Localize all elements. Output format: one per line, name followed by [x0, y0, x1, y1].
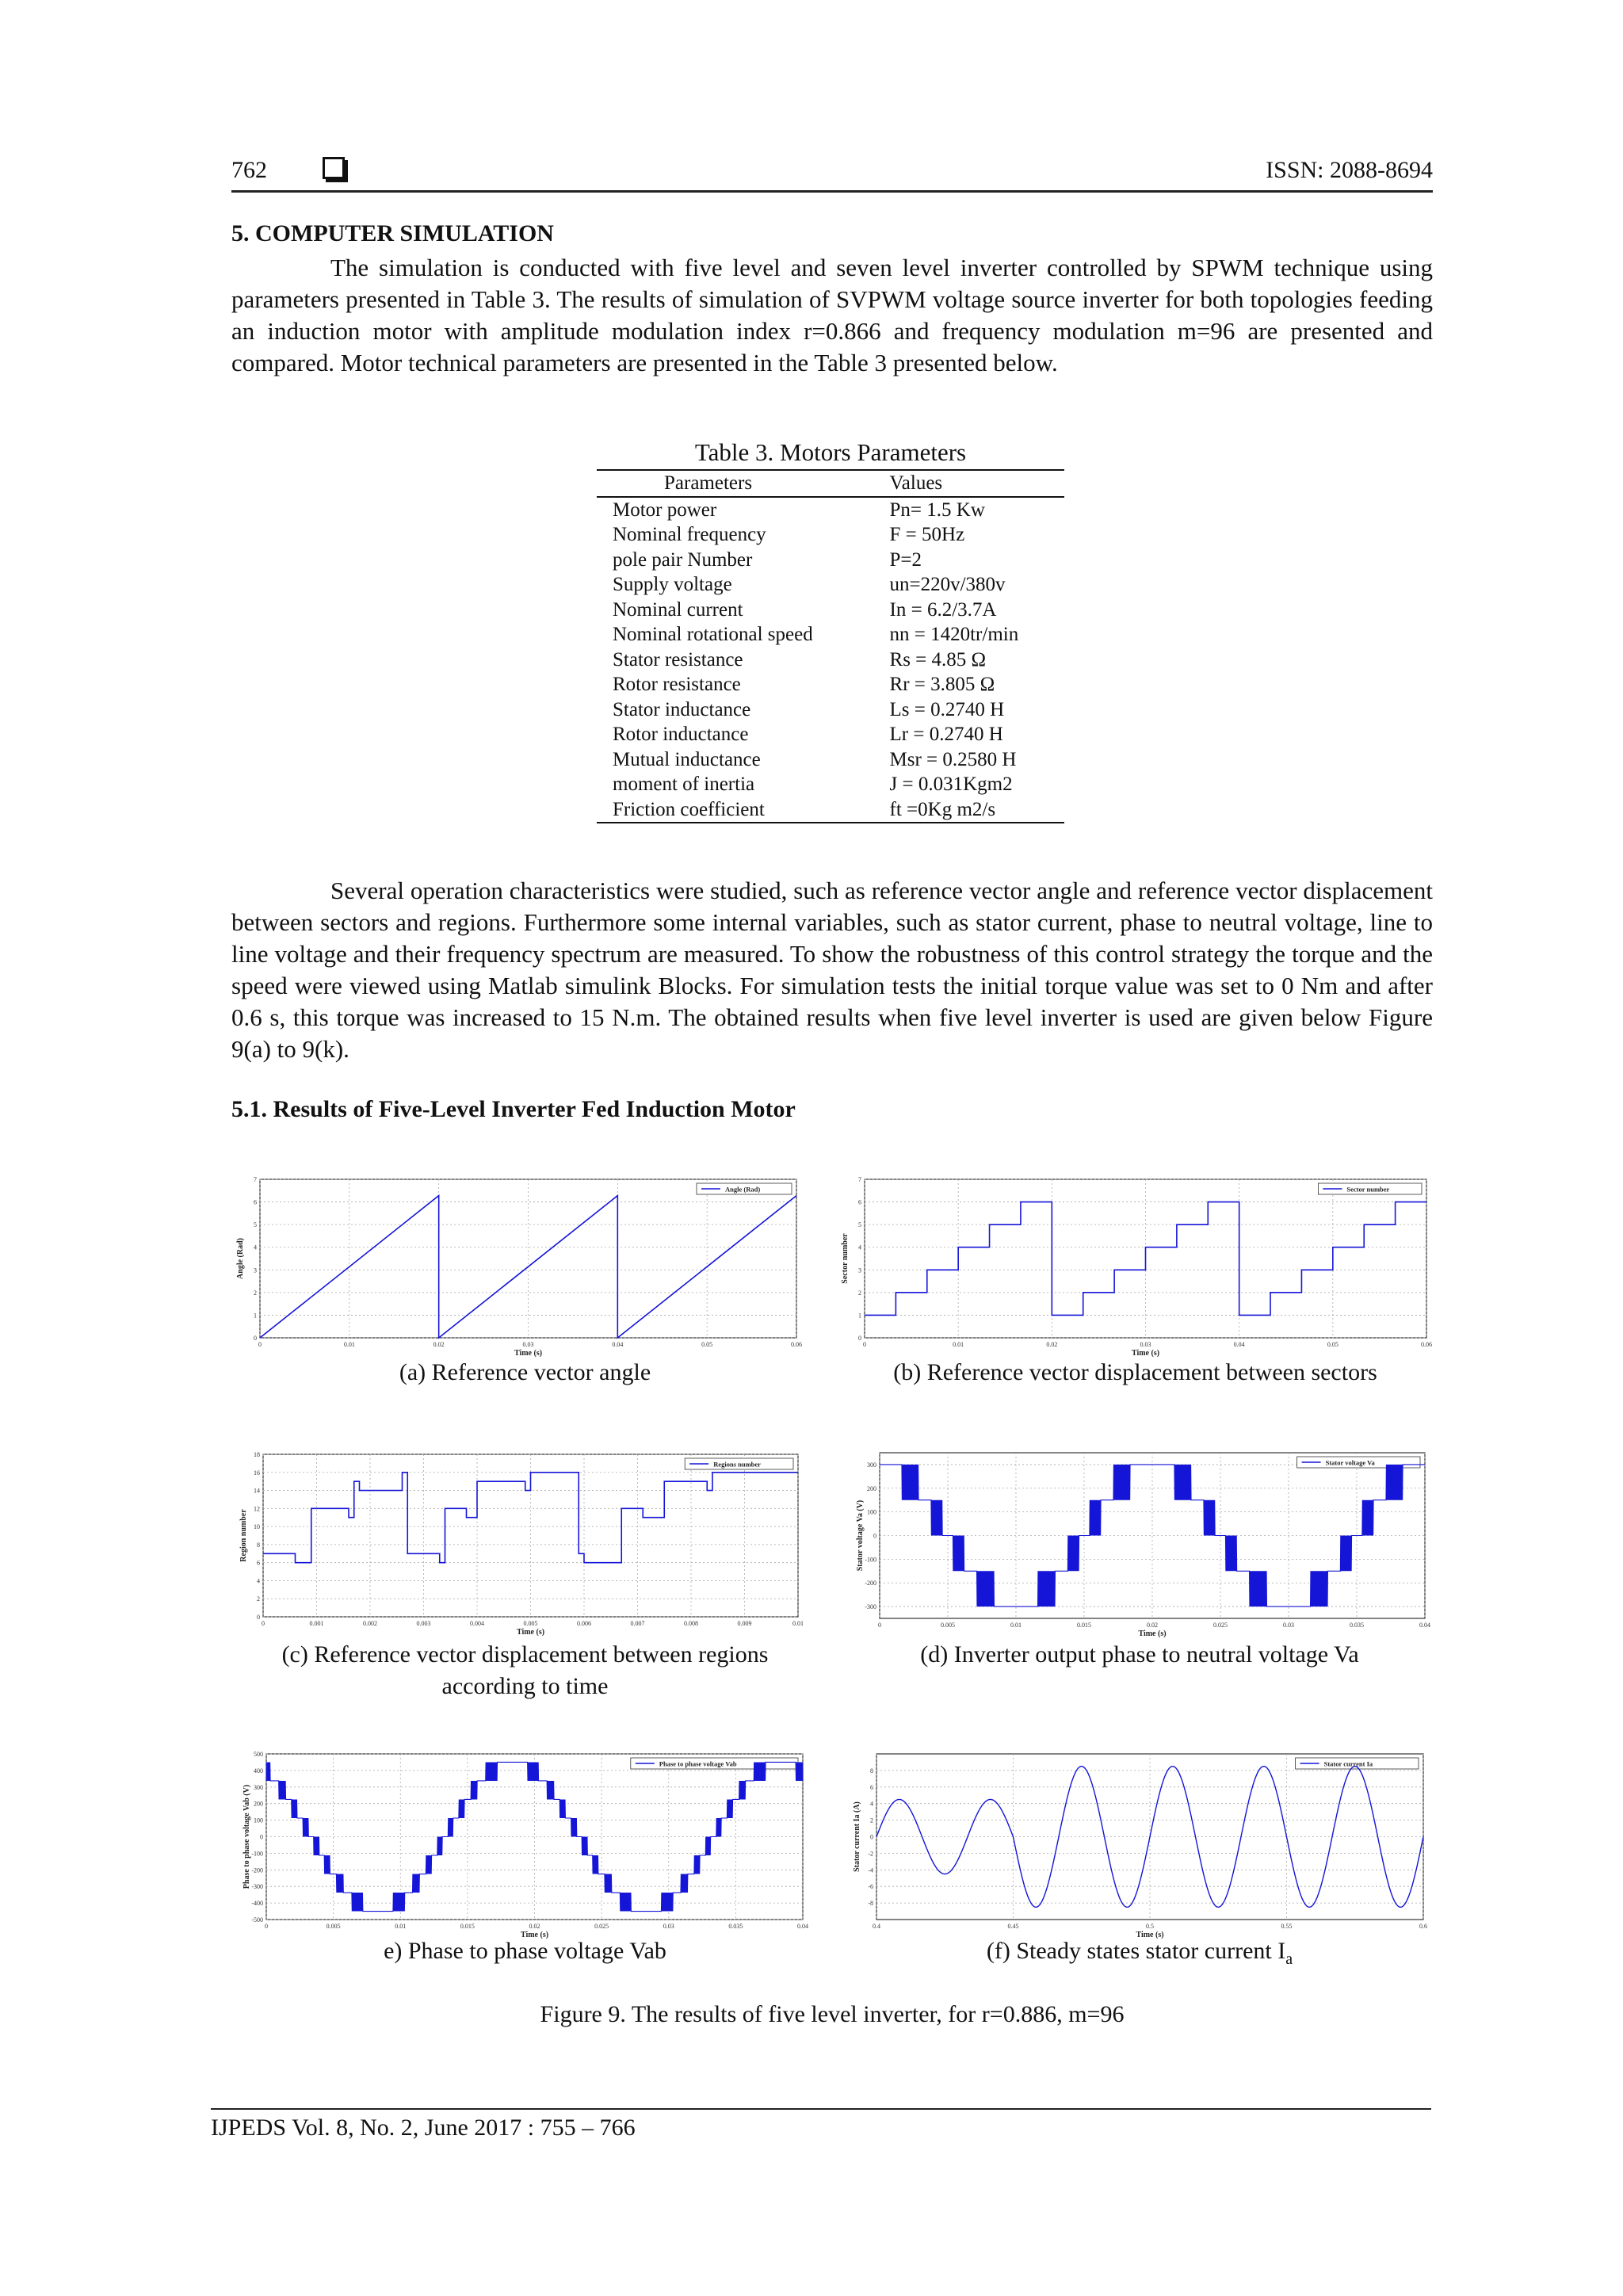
legend-label: Regions number	[713, 1460, 761, 1469]
param-value: In = 6.2/3.7A	[889, 598, 997, 621]
y-tick-label: 300	[254, 1783, 263, 1791]
analysis-paragraph: Several operation characteristics were studied, such as reference vector angle and reference vector displacement between sectors and regions. Furthermore some internal variables, such as stator current, phase to neutral voltage, line to line voltage and their frequency spectrum are measured. To show the robustness of this control strategy the torque and the speed were viewed using Matlab simulink Blocks. For simulation tests the initial torque value was set to 0 Nm and after 0.6 s, this torque was increased to 15 N.m. The obtained results when five level inverter is used are given below Figure 9(a) to 9(k).	[231, 877, 1433, 1063]
param-name: Mutual inductance	[613, 748, 761, 770]
y-tick-label: -300	[251, 1883, 263, 1891]
y-axis-label: Phase to phase voltage Vab (V)	[242, 1784, 251, 1889]
table-row	[597, 648, 1064, 673]
x-tick-label: 0.025	[1213, 1622, 1228, 1629]
x-tick-label: 0	[863, 1341, 866, 1348]
x-tick-label: 0.005	[941, 1622, 955, 1629]
table-row	[597, 497, 1064, 523]
y-tick-label: 6	[858, 1198, 861, 1206]
legend-label: Stator current Ia	[1323, 1759, 1373, 1768]
x-axis-label: Time (s)	[520, 1931, 549, 1939]
x-tick-label: 0.035	[1350, 1622, 1364, 1629]
y-tick-label: 300	[867, 1461, 876, 1469]
figure-e-chart	[238, 1748, 812, 1942]
x-tick-label: 0.002	[363, 1620, 377, 1627]
y-axis-label: Region number	[239, 1509, 248, 1562]
figure-b-chart	[836, 1171, 1434, 1362]
param-value: Msr = 0.2580 H	[889, 748, 1017, 770]
y-tick-label: -200	[251, 1866, 263, 1874]
x-tick-label: 0.01	[792, 1620, 804, 1627]
y-tick-label: 16	[254, 1469, 260, 1477]
param-value: F = 50Hz	[889, 524, 965, 545]
issn: ISSN: 2088-8694	[1266, 157, 1433, 183]
y-tick-label: 0	[873, 1532, 876, 1540]
x-tick-label: 0.02	[1046, 1341, 1058, 1348]
y-axis-label: Angle (Rad)	[236, 1238, 245, 1279]
y-tick-label: 1	[858, 1312, 861, 1320]
x-axis-label: Time (s)	[1138, 1629, 1167, 1638]
x-tick-label: 0.06	[1421, 1341, 1432, 1348]
x-axis-label: Time (s)	[514, 1349, 543, 1358]
y-tick-label: 2	[870, 1817, 873, 1824]
y-tick-label: 8	[257, 1541, 260, 1549]
motor-parameters-table	[597, 469, 1064, 823]
x-tick-label: 0.009	[737, 1620, 752, 1627]
figure-d-caption: (d) Inverter output phase to neutral voltage Va	[920, 1641, 1359, 1668]
y-tick-label: -8	[868, 1900, 873, 1908]
x-tick-label: 0.015	[460, 1923, 475, 1930]
y-tick-label: 100	[254, 1817, 263, 1824]
x-tick-label: 0.035	[728, 1923, 743, 1930]
param-value: ft =0Kg m2/s	[890, 797, 1064, 823]
x-tick-label: 0.008	[684, 1620, 698, 1627]
x-tick-label: 0.001	[309, 1620, 324, 1627]
x-tick-label: 0.04	[1419, 1622, 1430, 1629]
y-tick-label: 6	[254, 1198, 257, 1206]
param-name: Rotor inductance	[613, 724, 749, 745]
figure-c-caption	[230, 1639, 820, 1702]
x-tick-label: 0.025	[594, 1923, 609, 1930]
x-tick-label: 0.03	[522, 1341, 534, 1348]
figure-b-caption: (b) Reference vector displacement between sectors	[893, 1359, 1377, 1385]
y-tick-label: 6	[257, 1559, 260, 1567]
x-tick-label: 0.03	[1283, 1622, 1294, 1629]
figure-f-chart	[846, 1748, 1433, 1942]
x-tick-label: 0.4	[873, 1923, 880, 1930]
param-value: nn = 1420tr/min	[889, 624, 1019, 645]
footer-journal: IJPEDS Vol. 8, No. 2, June 2017 : 755 – 766	[211, 2115, 636, 2141]
x-tick-label: 0.05	[701, 1341, 713, 1348]
y-tick-label: -2	[868, 1850, 873, 1858]
param-name: Nominal rotational speed	[613, 624, 813, 645]
figure-c-caption-line1: (c) Reference vector displacement between regions	[281, 1641, 769, 1668]
param-name: Supply voltage	[613, 574, 732, 595]
x-tick-label: 0.05	[1327, 1341, 1338, 1348]
y-tick-label: -300	[865, 1603, 876, 1611]
table-row	[597, 797, 1064, 823]
table-row	[597, 522, 1064, 548]
intro-paragraph: The simulation is conducted with five level and seven level inverter controlled by SPWM technique using parameters presented in Table 3. The results of simulation of SVPWM voltage source inverter for both topologies feeding an induction motor with amplitude modulation index r=0.866 and frequency modulation m=96 are presented and compared. Motor technical parameters are presented in the Table 3 presented below.	[231, 254, 1433, 376]
y-tick-label: -6	[868, 1883, 873, 1891]
x-tick-label: 0.5	[1146, 1923, 1154, 1930]
x-tick-label: 0.02	[433, 1341, 445, 1348]
x-tick-label: 0	[265, 1923, 268, 1930]
figure-f-caption-subscript: a	[1285, 1950, 1293, 1968]
table-row	[597, 722, 1064, 747]
x-tick-label: 0.003	[416, 1620, 431, 1627]
x-tick-label: 0.6	[1419, 1923, 1427, 1930]
figure-f-caption	[846, 1935, 1433, 1975]
y-tick-label: 100	[867, 1508, 876, 1516]
page-number: 762	[231, 157, 267, 183]
legend	[631, 1758, 798, 1769]
y-tick-label: 10	[254, 1523, 260, 1531]
param-name: Stator resistance	[613, 648, 743, 670]
x-tick-label: 0.06	[791, 1341, 802, 1348]
param-value: Rs = 4.85 Ω	[889, 648, 987, 670]
y-tick-label: 400	[254, 1767, 263, 1775]
legend-label: Angle (Rad)	[725, 1185, 761, 1194]
y-tick-label: 8	[870, 1767, 873, 1775]
x-tick-label: 0.01	[395, 1923, 407, 1930]
y-tick-label: 500	[254, 1751, 263, 1758]
param-value: Rr = 3.805 Ω	[889, 674, 995, 695]
param-name: Nominal frequency	[613, 524, 766, 545]
y-tick-label: 1	[254, 1312, 257, 1320]
param-name: Nominal current	[613, 598, 743, 621]
table-header-parameters: Parameters	[597, 470, 890, 497]
y-tick-label: 0	[254, 1335, 257, 1342]
y-tick-label: 3	[858, 1266, 861, 1274]
table-header-values: Values	[890, 470, 1064, 497]
header-rule	[231, 190, 1433, 193]
legend-label: Sector number	[1346, 1185, 1390, 1194]
y-tick-label: 4	[870, 1800, 873, 1808]
x-tick-label: 0.04	[1233, 1341, 1245, 1348]
y-tick-label: 7	[858, 1176, 861, 1183]
y-axis-label: Stator voltage Va (V)	[856, 1499, 865, 1572]
y-tick-label: -400	[251, 1900, 263, 1908]
y-tick-label: 0	[870, 1833, 873, 1841]
table-row	[597, 747, 1064, 773]
x-tick-label: 0.02	[1147, 1622, 1158, 1629]
x-tick-label: 0.006	[577, 1620, 591, 1627]
param-value: Ls = 0.2740 H	[889, 698, 1005, 720]
y-tick-label: 3	[254, 1266, 257, 1274]
table-caption: Table 3. Motors Parameters	[694, 438, 967, 466]
y-tick-label: -500	[251, 1916, 263, 1924]
param-value: J = 0.031Kgm2	[889, 774, 1013, 795]
param-name: Stator inductance	[613, 698, 751, 720]
y-tick-label: -100	[251, 1850, 263, 1858]
figure-c-caption-line2: according to time	[441, 1673, 609, 1699]
y-tick-label: 12	[254, 1505, 260, 1513]
legend	[685, 1458, 793, 1469]
y-tick-label: 200	[254, 1800, 263, 1808]
y-tick-label: 4	[254, 1244, 257, 1251]
table-row	[597, 622, 1064, 648]
figure-a-chart	[238, 1171, 812, 1362]
x-axis-label: Time (s)	[1131, 1349, 1160, 1358]
x-tick-label: 0.015	[1077, 1622, 1091, 1629]
figure-a-caption: (a) Reference vector angle	[399, 1359, 651, 1385]
y-tick-label: 14	[254, 1487, 260, 1495]
x-tick-label: 0.04	[612, 1341, 624, 1348]
y-tick-label: 5	[254, 1221, 257, 1229]
x-tick-label: 0.04	[797, 1923, 808, 1930]
subsection-title: 5.1. Results of Five-Level Inverter Fed Induction Motor	[231, 1096, 796, 1122]
checkbox-glyph-icon	[323, 157, 345, 179]
x-tick-label: 0.03	[1140, 1341, 1151, 1348]
param-value: Pn= 1.5 Kw	[889, 499, 985, 521]
x-tick-label: 0.004	[470, 1620, 484, 1627]
section-title: 5. COMPUTER SIMULATION	[231, 220, 554, 246]
legend	[1318, 1183, 1422, 1194]
x-tick-label: 0.03	[663, 1923, 674, 1930]
y-tick-label: 7	[254, 1176, 257, 1183]
y-tick-label: 2	[254, 1289, 257, 1297]
figure-e-caption: e) Phase to phase voltage Vab	[384, 1938, 666, 1964]
y-tick-label: 200	[867, 1484, 876, 1492]
x-axis-label: Time (s)	[516, 1628, 545, 1637]
y-tick-label: 5	[858, 1221, 861, 1229]
y-tick-label: 0	[858, 1335, 861, 1342]
param-name: Friction coefficient	[597, 797, 890, 823]
y-axis-label: Sector number	[841, 1233, 850, 1284]
x-tick-label: 0.01	[1010, 1622, 1022, 1629]
param-name: Motor power	[613, 499, 717, 521]
y-tick-label: -100	[865, 1556, 876, 1564]
x-tick-label: 0.01	[343, 1341, 355, 1348]
x-tick-label: 0	[262, 1620, 265, 1627]
figure-f-caption-text: (f) Steady states stator current I	[986, 1938, 1286, 1964]
y-tick-label: 0	[260, 1833, 263, 1841]
x-tick-label: 0.01	[953, 1341, 964, 1348]
y-tick-label: 6	[870, 1783, 873, 1791]
legend	[697, 1183, 792, 1194]
table-row	[597, 548, 1064, 573]
x-axis-label: Time (s)	[1136, 1931, 1164, 1939]
figure-c-chart	[238, 1446, 812, 1641]
x-tick-label: 0.55	[1281, 1923, 1293, 1930]
param-value: Lr = 0.2740 H	[889, 724, 1003, 745]
param-name: moment of inertia	[613, 774, 755, 795]
y-tick-label: 4	[858, 1244, 861, 1251]
x-tick-label: 0.45	[1007, 1923, 1019, 1930]
figure-9-caption: Figure 9. The results of five level inverter, for r=0.886, m=96	[540, 2001, 1125, 2027]
legend-label: Phase to phase voltage Vab	[659, 1759, 737, 1768]
y-tick-label: 0	[257, 1614, 260, 1621]
table-row	[597, 772, 1064, 797]
y-tick-label: 2	[257, 1595, 260, 1603]
param-name: Rotor resistance	[613, 674, 741, 695]
y-tick-label: 2	[858, 1289, 861, 1297]
param-name: pole pair Number	[613, 548, 753, 571]
x-tick-label: 0.007	[630, 1620, 645, 1627]
table-row	[597, 572, 1064, 598]
x-tick-label: 0	[258, 1341, 262, 1348]
y-tick-label: -200	[865, 1580, 876, 1587]
x-tick-label: 0.005	[523, 1620, 538, 1627]
y-axis-label: Stator current Ia (A)	[853, 1801, 861, 1872]
footer-rule	[211, 2108, 1431, 2110]
table-row	[597, 598, 1064, 623]
figure-d-chart	[846, 1446, 1433, 1641]
param-value: P=2	[889, 548, 922, 571]
y-tick-label: 4	[257, 1577, 260, 1585]
y-tick-label: 18	[254, 1451, 260, 1458]
x-tick-label: 0.02	[529, 1923, 540, 1930]
x-tick-label: 0.005	[326, 1923, 341, 1930]
y-tick-label: -4	[868, 1866, 873, 1874]
param-value: un=220v/380v	[889, 574, 1006, 595]
legend-label: Stator voltage Va	[1325, 1458, 1375, 1467]
table-row	[597, 697, 1064, 723]
table-row	[597, 672, 1064, 697]
x-tick-label: 0	[878, 1622, 881, 1629]
